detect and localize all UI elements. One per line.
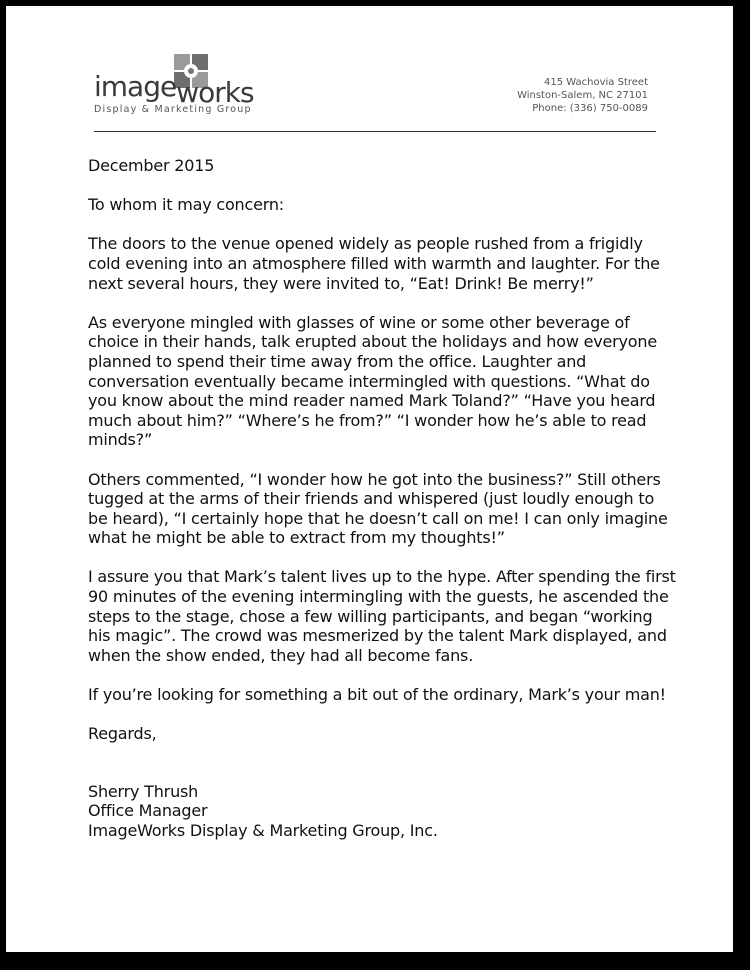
address-phone: Phone: (336) 750-0089 [532, 103, 648, 114]
company-address [517, 76, 648, 115]
letter-paragraph-5: If you’re looking for something a bit out of the ordinary, Mark’s your man! [88, 685, 666, 705]
letter-paragraph-4: I assure you that Mark’s talent lives up to the hype. After spending the first 90 minutes of the evening intermingling with the guests, he ascended the steps to the stage, chose a few willing participants, and began “working his magic”. The crowd was mesmerized by the talent Mark displayed, and when the show ended, they had all become fans. [88, 567, 676, 665]
company-logo [94, 52, 264, 122]
header-divider [94, 131, 656, 132]
letter-closing: Regards, [88, 724, 157, 744]
letter-date: December 2015 [88, 156, 215, 175]
signature-block [88, 782, 678, 841]
signer-company: ImageWorks Display & Marketing Group, Inc. [88, 821, 438, 840]
logo-wordmark: imageworks [94, 70, 254, 109]
letter-salutation: To whom it may concern: [88, 195, 284, 215]
address-city: Winston-Salem, NC 27101 [517, 90, 648, 101]
logo-subtitle: Display & Marketing Group [94, 104, 252, 115]
letter-paragraph-3: Others commented, “I wonder how he got into the business?” Still others tugged at the arms of their friends and whispered (just loudly enough to be heard), “I certainly hope that he doesn’t call on me! I can only imagine what he might be able to extract from my thoughts!” [88, 469, 668, 548]
letter-paragraph-1: The doors to the venue opened widely as people rushed from a frigidly cold evening into an atmosphere filled with warmth and laughter. For the next several hours, they were invited to, “Eat! Drink! Be merry!” [88, 234, 660, 293]
address-street: 415 Wachovia Street [544, 77, 648, 88]
letter-paragraph-2: As everyone mingled with glasses of wine or some other beverage of choice in their hands, talk erupted about the holidays and how everyone planned to spend their time away from the office. Laughter and conversation eventually became intermingled with questions. “What do you know about the mind reader named Mark Toland?” “Have you heard much about him?” “Where’s he from?” “I wonder how he’s able to read minds?” [88, 312, 657, 450]
signer-name: Sherry Thrush [88, 781, 199, 801]
letter-page [6, 6, 736, 956]
letter-body [88, 156, 678, 841]
signer-title: Office Manager [88, 801, 208, 821]
